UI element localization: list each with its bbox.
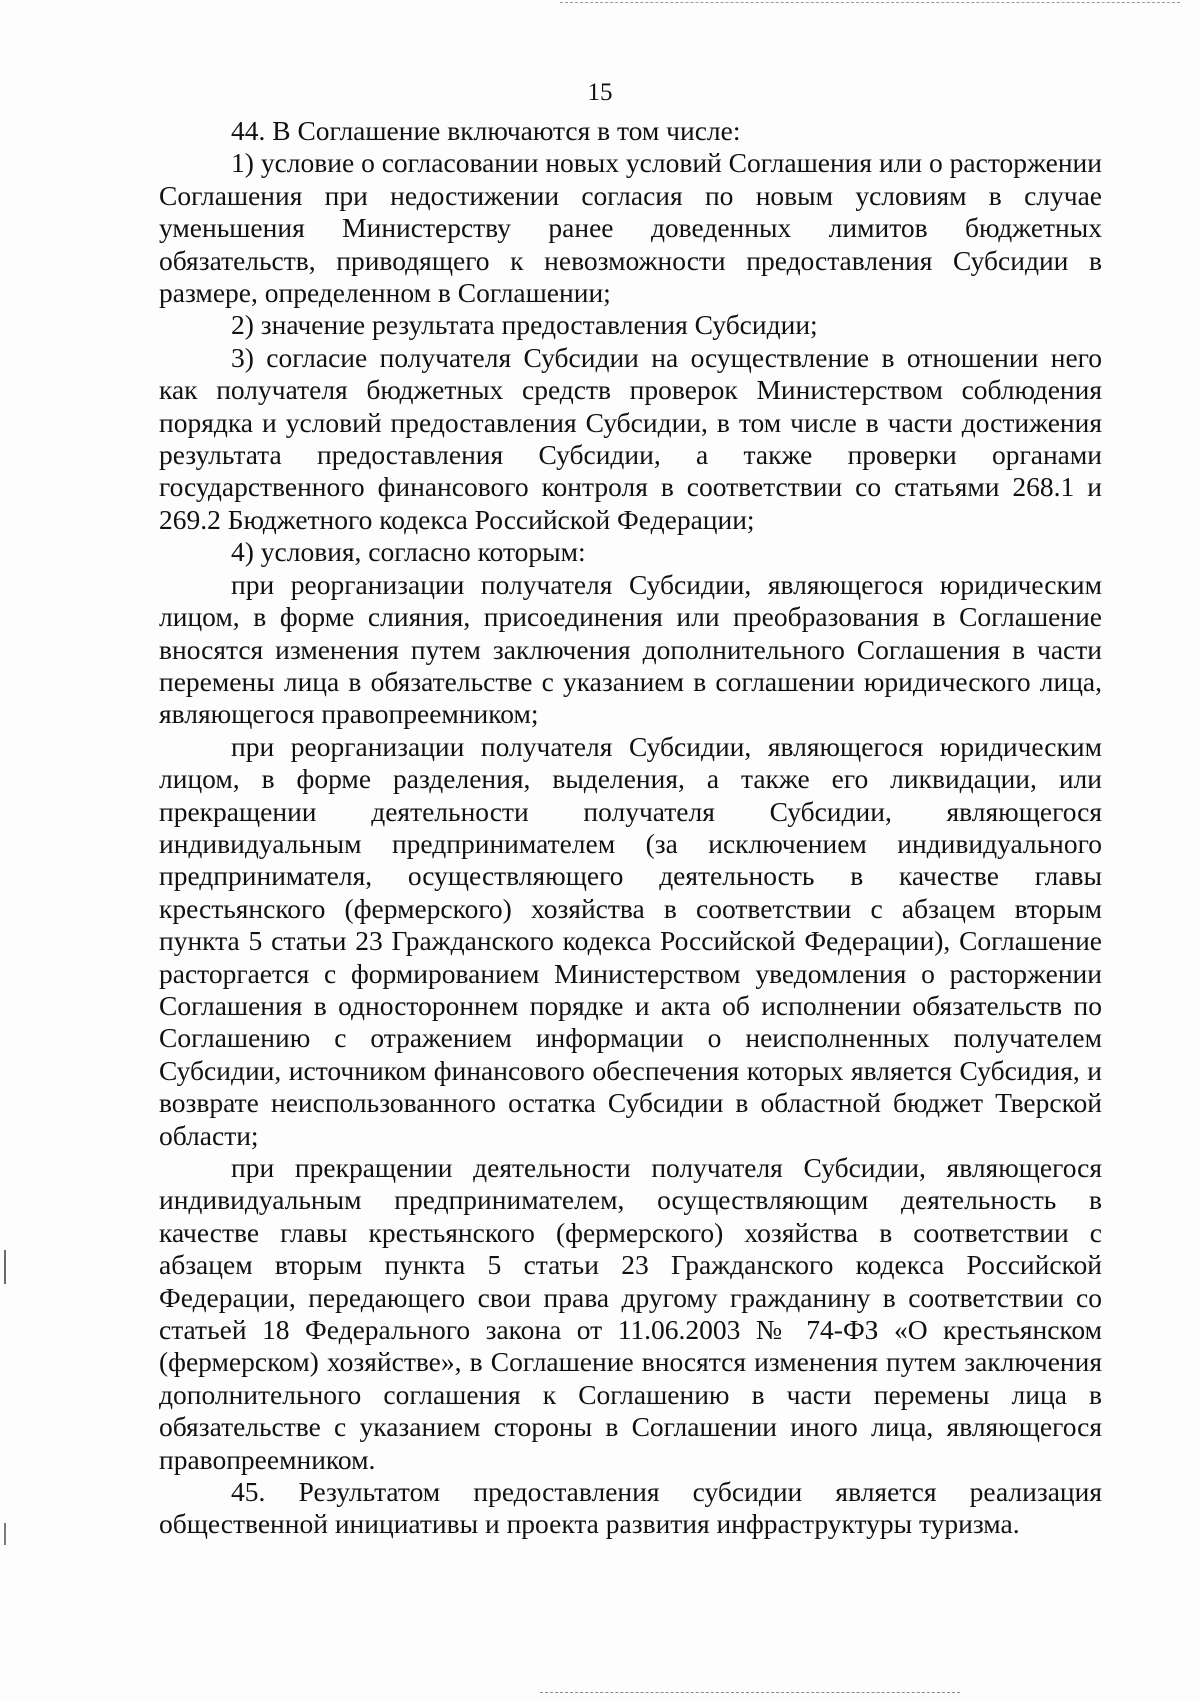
paragraph-44-item-2: 2) значение результата предоставления Субсидии; [231, 309, 818, 341]
paragraph-farm-termination: при прекращении деятельности получателя Субсидии, являющегося индивидуальным предпринимателем, осуществляющим деятельность в качестве главы крестьянского (фермерского) хозяйства в соответствии с абзацем вторым пункта 5 статьи 23 Гражданского кодекса Российской Федерации, передающего свои права другому гражданину в соответствии со статьей 18 Федерального закона от 11.06.2003 № 74-ФЗ «О крестьянском (фермерском) хозяйстве», в Соглашение вносятся изменения путем заключения дополнительного соглашения к Соглашению в части перемены лица в обязательстве с указанием стороны в Соглашении иного лица, являющегося правопреемником. [159, 1152, 1102, 1475]
paragraph-44-item-3: 3) согласие получателя Субсидии на осуществление в отношении него как получателя бюджетных средств проверок Министерством соблюдения порядка и условий предоставления Субсидии, в том числе в части достижения результата предоставления Субсидии, а также проверки органами государственного финансового контроля в соответствии со статьями 268.1 и 269.2 Бюджетного кодекса Российской Федерации; [159, 341, 1102, 535]
scan-artifact-top [560, 2, 1180, 3]
paragraph-44-item-4: 4) условия, согласно которым: [231, 536, 586, 568]
scan-artifact-left-mark-lower [4, 1523, 6, 1545]
page-number: 15 [587, 79, 613, 106]
paragraph-reorganization-merger: при реорганизации получателя Субсидии, являющегося юридическим лицом, в форме слияния, присоединения или преобразования в Соглашение вносятся изменения путем заключения дополнительного Соглашения в части перемены лица в обязательстве с указанием в соглашении юридического лица, являющегося правопреемником; [159, 568, 1102, 730]
paragraph-44-intro: 44. В Соглашение включаются в том числе: [231, 115, 741, 146]
paragraph-44-item-1: 1) условие о согласовании новых условий Соглашения или о расторжении Соглашения при недостижении согласия по новым условиям в случае уменьшения Министерству ранее доведенных лимитов бюджетных обязательств, приводящего к невозможности предоставления Субсидии в размере, определенном в Соглашении; [159, 147, 1102, 309]
scan-artifact-bottom [540, 1692, 960, 1693]
scan-artifact-left-mark [4, 1250, 6, 1284]
paragraph-reorganization-division: при реорганизации получателя Субсидии, являющегося юридическим лицом, в форме разделения, выделения, а также его ликвидации, или прекращении деятельности получателя Субсидии, являющегося индивидуальным предпринимателем (за исключением индивидуального предпринимателя, осуществляющего деятельность в качестве главы крестьянского (фермерского) хозяйства в соответствии с абзацем вторым пункта 5 статьи 23 Гражданского кодекса Российской Федерации), Соглашение расторгается с формированием Министерством уведомления о расторжении Соглашения в одностороннем порядке и акта об исполнении обязательств по Соглашению с отражением информации о неисполненных получателем Субсидии, источником финансового обеспечения которых является Субсидия, и возврате неиспользованного остатка Субсидии в областной бюджет Тверской области; [159, 730, 1102, 1151]
document-body [159, 115, 1102, 1541]
paragraph-45-result: 45. Результатом предоставления субсидии является реализация общественной инициативы и проекта развития инфраструктуры туризма. [159, 1476, 1102, 1540]
